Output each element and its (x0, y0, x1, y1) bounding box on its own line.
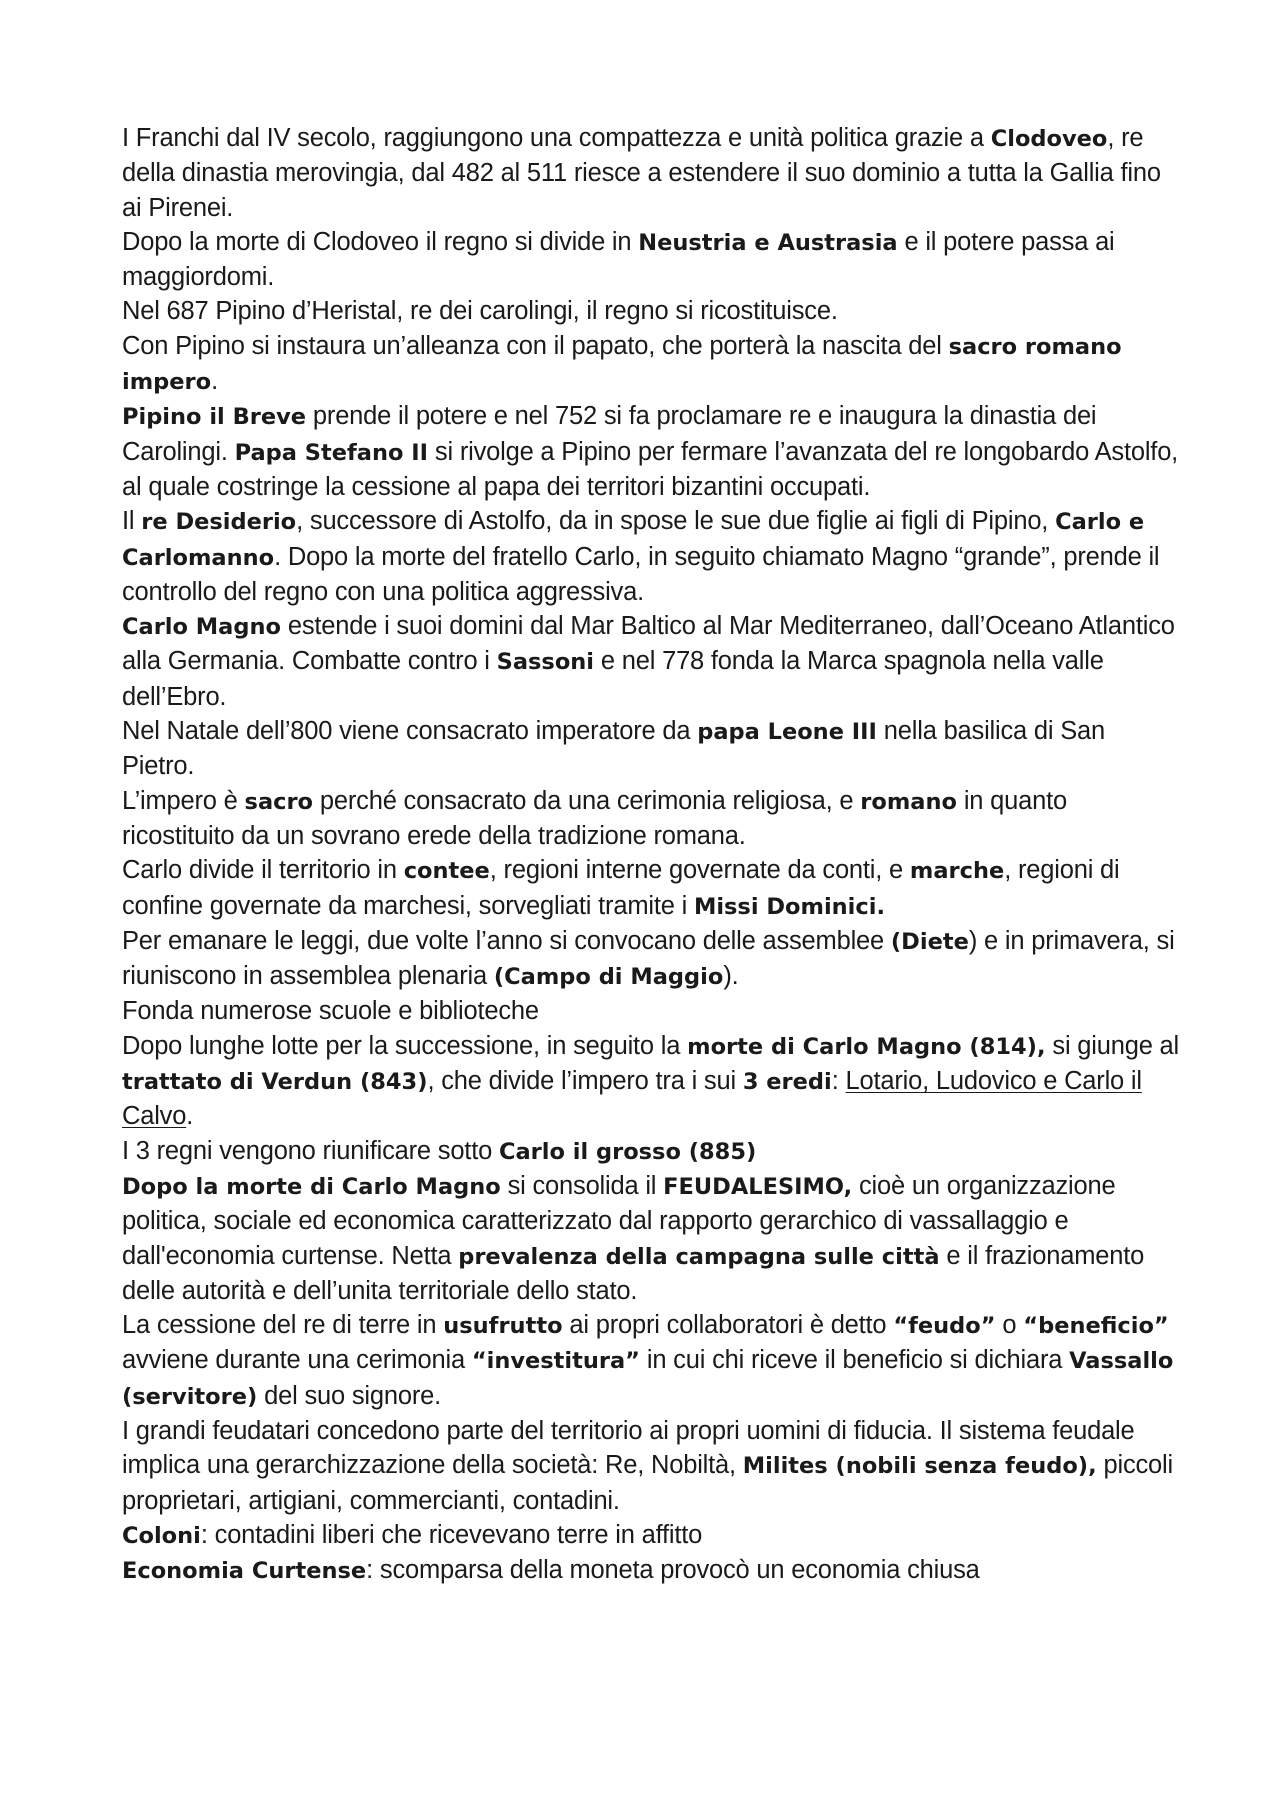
bold-term: contee (403, 858, 490, 885)
text-run: : contadini liberi che ricevevano terre in affitto (200, 1520, 703, 1549)
paragraph-pipino-il-breve (122, 399, 1182, 504)
text-run: , successore di Astolfo, da in spose le sue due figlie ai figli di Pipino, (296, 507, 1056, 536)
text-run: , regioni di confine governate da marchesi, sorvegliati tramite i (122, 856, 1120, 920)
text-run: si giunge al (1045, 1031, 1180, 1060)
text-run: Per emanare le leggi, due volte l’anno si convocano delle assemblee (122, 926, 891, 955)
text-run: , regioni interne governate da conti, e (489, 856, 910, 885)
bold-term: usufrutto (443, 1313, 563, 1340)
document-page (122, 121, 1182, 1588)
text-run: , che divide l’impero tra i sui (427, 1067, 743, 1096)
bold-term: “investitura” (471, 1348, 640, 1375)
text-run: , re della dinastia merovingia, dal 482 al 511 riesce a estendere il suo dominio a tutta la Gallia fino ai Pirenei. (122, 124, 1161, 222)
paragraph-re-desiderio (122, 504, 1182, 609)
paragraph-pipino-heristal (122, 294, 1182, 328)
bold-term: Economia Curtense (122, 1558, 367, 1585)
text-run: Nel 687 Pipino d’Heristal, re dei carolingi, il regno si ricostituisce. (122, 297, 838, 326)
text-run: : (831, 1067, 846, 1096)
paragraph-trattato-verdun (122, 1029, 1182, 1134)
bold-term: Carlo Magno (122, 614, 281, 641)
text-run: avviene durante una cerimonia (122, 1346, 472, 1375)
paragraph-feudo-beneficio (122, 1308, 1182, 1414)
text-run: si rivolge a Pipino per fermare l’avanzata del re longobardo Astolfo, al quale costringe la cessione al papa dei territori bizantini occupati. (122, 437, 1179, 501)
text-run: o (995, 1311, 1024, 1340)
text-run: Con Pipino si instaura un’alleanza con il papato, che porterà la nascita del (122, 331, 949, 360)
text-run: in cui chi riceve il beneficio si dichiara (639, 1346, 1070, 1375)
text-run: del suo signore. (257, 1381, 441, 1410)
text-run: prende il potere e nel 752 si fa proclamare re e inaugura la dinastia dei Carolingi. (122, 402, 1097, 466)
text-run: ai propri collaboratori è detto (562, 1311, 894, 1340)
bold-term: Clodoveo (990, 126, 1108, 152)
text-run: estende i suoi domini dal Mar Baltico al Mar Mediterraneo, dall’Oceano Atlantico alla Germania. Combatte contro i (122, 612, 1175, 676)
bold-term: re Desiderio (141, 509, 297, 536)
paragraph-assemblee (122, 924, 1182, 995)
paragraph-impero-sacro-romano (122, 784, 1182, 854)
text-run: Carlo divide il territorio in (122, 856, 404, 885)
paragraph-coloni (122, 1518, 1182, 1553)
bold-term: romano (860, 788, 957, 815)
text-run: ). (723, 962, 739, 991)
bold-term: (Campo di Maggio (493, 964, 724, 991)
paragraph-neustria-austrasia (122, 225, 1182, 295)
text-run: Dopo la morte di Clodoveo il regno si divide in (122, 227, 639, 256)
paragraph-natale-800 (122, 714, 1182, 784)
text-run: Dopo lunghe lotte per la successione, in seguito la (122, 1031, 688, 1060)
bold-term: Papa Stefano II (234, 439, 429, 466)
text-run: e nel 778 fonda la Marca spagnola nella valle dell’Ebro. (122, 647, 1104, 711)
bold-term: FEUDALESIMO, (663, 1173, 853, 1200)
text-run: L’impero è (122, 786, 245, 815)
text-run: Nel Natale dell’800 viene consacrato imperatore da (122, 717, 698, 746)
text-run: . (186, 1102, 194, 1131)
paragraph-grandi-feudatari (122, 1414, 1182, 1518)
text-run: . (211, 367, 218, 396)
text-run: I 3 regni vengono riunificare sotto (122, 1136, 499, 1165)
text-run: perché consacrato da una cerimonia religiosa, e (313, 786, 861, 815)
bold-term: Vassallo (servitore) (122, 1348, 1174, 1410)
bold-term: prevalenza della campagna sulle città (458, 1243, 940, 1270)
text-run: ) e in primavera, si riuniscono in assemblea plenaria (122, 926, 1175, 991)
paragraph-franchi-clodoveo (122, 121, 1182, 225)
underlined-heirs: Lotario, Ludovico e Carlo il Calvo (122, 1067, 1142, 1131)
paragraph-economia-curtense (122, 1553, 1182, 1588)
text-run: Il (122, 507, 142, 536)
paragraph-scuole-biblioteche (122, 994, 1182, 1028)
bold-term: “beneficio” (1023, 1313, 1169, 1340)
paragraph-contee-marche (122, 853, 1182, 924)
bold-term: 3 eredi (742, 1069, 832, 1096)
paragraph-carlo-il-grosso (122, 1134, 1182, 1169)
bold-term: Milites (nobili senza feudo), (742, 1453, 1097, 1480)
bold-term: trattato di Verdun (843) (122, 1069, 428, 1096)
bold-term: Missi Dominici. (693, 893, 885, 920)
paragraph-carlo-magno-domini (122, 609, 1182, 714)
text-run: piccoli proprietari, artigiani, commercianti, contadini. (122, 1451, 1173, 1515)
bold-term: sacro romano impero (122, 333, 1122, 396)
bold-term: Sassoni (496, 649, 595, 676)
text-run: La cessione del re di terre in (122, 1311, 444, 1340)
paragraph-alleanza-papato (122, 329, 1182, 400)
bold-term: Carlo il grosso (885) (498, 1138, 757, 1165)
text-run: nella basilica di San Pietro. (122, 717, 1105, 781)
text-run: Fonda numerose scuole e biblioteche (122, 997, 539, 1026)
bold-term: marche (909, 858, 1005, 885)
text-run: e il frazionamento delle autorità e dell’unita territoriale dello stato. (122, 1241, 1145, 1305)
text-run: in quanto ricostituito da un sovrano erede della tradizione romana. (122, 786, 1067, 850)
text-run: I grandi feudatari concedono parte del territorio ai propri uomini di fiducia. Il sistema feudale implica una gerarchizzazione della società: Re, Nobiltà, (122, 1416, 1135, 1480)
bold-term: (Diete (890, 928, 969, 955)
text-run: : scomparsa della moneta provocò un economia chiusa (366, 1556, 980, 1585)
bold-term: sacro (244, 788, 314, 815)
bold-term: Pipino il Breve (122, 404, 307, 431)
text-run: I Franchi dal IV secolo, raggiungono una compattezza e unità politica grazie a (122, 124, 991, 152)
bold-term: “feudo” (893, 1313, 996, 1340)
text-run: si consolida il (500, 1171, 664, 1200)
text-run: e il potere passa ai maggiordomi. (122, 227, 1115, 292)
paragraph-feudalesimo (122, 1169, 1182, 1308)
bold-term: Coloni (122, 1522, 201, 1549)
bold-term: Neustria e Austrasia (638, 229, 898, 256)
bold-term: morte di Carlo Magno (814), (687, 1033, 1046, 1060)
text-run: . Dopo la morte del fratello Carlo, in seguito chiamato Magno “grande”, prende il controllo del regno con una politica aggressiva. (122, 542, 1160, 606)
bold-term: Dopo la morte di Carlo Magno (122, 1173, 501, 1200)
bold-term: Carlo e Carlomanno (122, 509, 1145, 571)
bold-term: papa Leone III (697, 719, 877, 746)
text-run: cioè un organizzazione politica, sociale ed economica caratterizzato dal rapporto gerarchico di vassallaggio e dall'economia curtense. Netta (122, 1171, 1116, 1270)
